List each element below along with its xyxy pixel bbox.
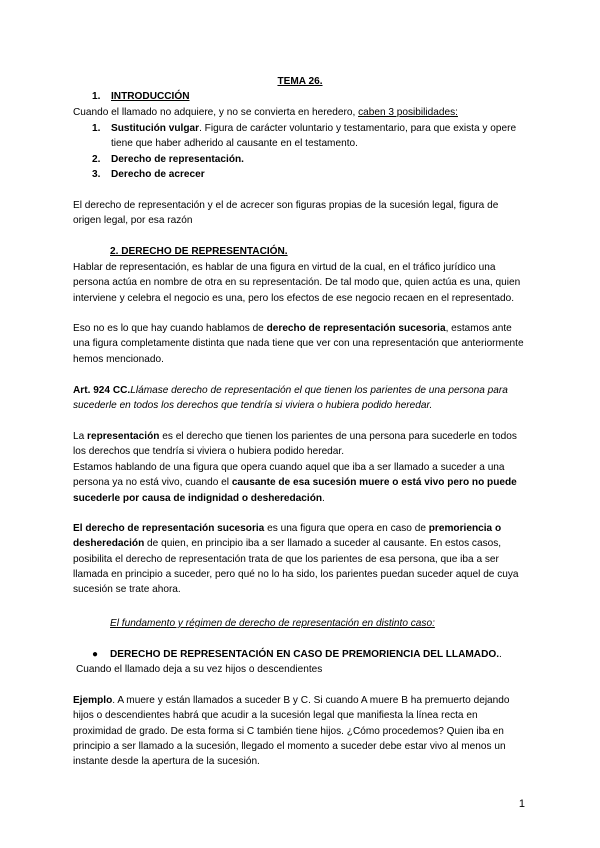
list-item-rest: . Figura de carácter voluntario y testamentario, para que exista y opere tiene que haber adherido al causante en el testamento. — [111, 123, 517, 150]
section-1-number: 1. — [92, 91, 101, 102]
article-reference: Art. 924 CC. — [73, 385, 131, 396]
subheading: El fundamento y régimen de derecho de representación en distinto caso: — [110, 618, 435, 629]
bold-text: causante de esa sucesión muere o está vivo pero no puede sucederle por causa de indignidad o desheredación — [73, 477, 517, 504]
text: es el derecho que tienen los parientes de una persona para sucederle en todos los derechos que tendría si viviera o hubiera podido heredar. — [73, 431, 517, 458]
example-paragraph — [73, 693, 528, 769]
list-item-text: Derecho de representación. — [111, 154, 244, 165]
section-2-heading: 2. DERECHO DE REPRESENTACIÓN. — [110, 246, 288, 257]
page-number: 1 — [518, 798, 525, 810]
text: , estamos ante una figura completamente distinta que nada tiene que ver con una representación que anteriormente hemos mencionado. — [73, 323, 524, 365]
list-item-text — [111, 121, 526, 152]
list-item-bold: Sustitución vulgar — [111, 123, 200, 134]
text: Eso no es lo que hay cuando hablamos de — [73, 323, 267, 334]
paragraph — [73, 460, 528, 506]
text: Estamos hablando de una figura que opera cuando aquel que iba a ser llamado a suceder a una persona ya no está vivo, cuando el — [73, 462, 505, 489]
text: . — [322, 492, 325, 504]
bold-text: premoriencia o desheredación — [73, 523, 502, 550]
bold-text: El derecho de representación sucesoria — [73, 523, 265, 534]
bullet-text: DERECHO DE REPRESENTACIÓN EN CASO DE PREMORIENCIA DEL LLAMADO. — [110, 649, 500, 660]
example-label: Ejemplo — [73, 695, 113, 706]
document-title: TEMA 26. — [277, 76, 323, 87]
text: . — [499, 649, 502, 660]
text: La — [73, 431, 88, 442]
bullet-icon: ● — [92, 649, 99, 660]
bold-text: derecho de representación sucesoria — [266, 323, 446, 334]
intro-text: Cuando el llamado no adquiere, y no se convierta en heredero, — [73, 107, 359, 118]
intro-underlined: caben 3 posibilidades: — [358, 107, 458, 118]
paragraph: Hablar de representación, es hablar de una figura en virtud de la cual, en el tráfico jurídico una persona actúa en nombre de otra en su representación. De tal modo que, quien actúa es una, quien interviene y celebra el negocio es una, pero los efectos de ese negocio recaen en el representado. — [73, 262, 521, 304]
paragraph — [73, 321, 528, 367]
list-item-number: 2. — [92, 154, 101, 165]
text: es una figura que opera en caso de — [264, 523, 429, 534]
article-text: Llámase derecho de representación el que tienen los parientes de una persona para sucederle en todos los derechos que tendría si viviera o hubiera podido heredar. — [73, 385, 508, 412]
section-1-paragraph: El derecho de representación y el de acrecer son figuras propias de la sucesión legal, figura de origen legal, por esa razón — [73, 200, 499, 227]
section-1-intro — [73, 105, 528, 120]
paragraph — [73, 429, 528, 460]
list-item-number: 3. — [92, 169, 101, 180]
list-item-text: Derecho de acrecer — [111, 169, 205, 180]
section-1-title: INTRODUCCIÓN — [111, 91, 190, 102]
paragraph — [73, 521, 528, 597]
bullet-subtext: Cuando el llamado deja a su vez hijos o descendientes — [76, 664, 323, 675]
bullet-item — [110, 647, 530, 662]
text: de quien, en principio iba a ser llamado a suceder al causante. En estos casos, posibilita el derecho de representación trata de que los parientes de esa persona, que iba a ser llamada en principio a suceder, pero qué no lo ha sido, los parientes puedan suceder aquel de cuya sucesión se trate ahora. — [73, 538, 519, 596]
list-item-number: 1. — [92, 123, 101, 134]
bold-text: representación — [87, 431, 160, 442]
article-quote — [73, 383, 528, 414]
example-text: . A muere y están llamados a suceder B y C. Si cuando A muere B ha premuerto dejando hijos o descendientes habrá que acudir a la sucesión legal que manifiesta la línea recta en proximidad de grado. De esta forma si C también tiene hijos. ¿Cómo procedemos? Quien iba en principio a ser llamado a la sucesión, llegado el momento a suceder debe estar vivo al menos un instante desde la apertura de la sucesión. — [73, 695, 510, 768]
